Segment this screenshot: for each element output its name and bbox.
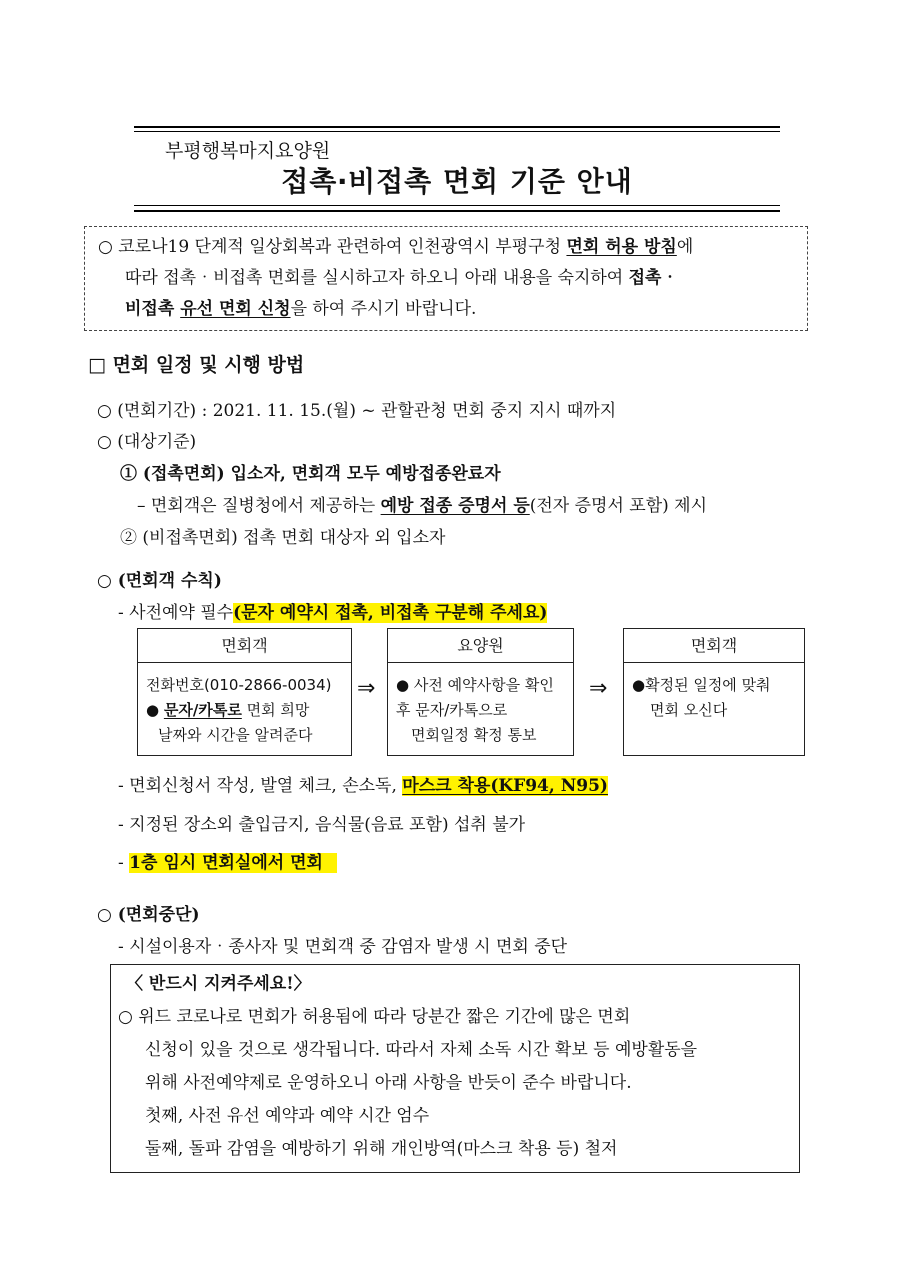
flow-box-facility-confirm	[387, 628, 574, 756]
notice-line2-emphasis: 접촉‧	[628, 268, 679, 288]
checkbox-square-icon: □	[88, 354, 106, 376]
flow-box-body	[624, 663, 804, 723]
rule-restricted-area: - 지정된 장소외 출입금지, 음식물(음료 포함) 섭취 불가	[118, 815, 526, 835]
flow-box-header: 면회객	[138, 629, 351, 663]
notice-policy-emphasis: 면회 허용 방침	[566, 237, 677, 257]
notice-line3	[98, 294, 806, 325]
must-follow-line: ○ 위드 코로나로 면회가 허용됨에 따라 당분간 짧은 기간에 많은 면회	[118, 1007, 631, 1027]
notice-line1-end: 에	[676, 237, 694, 257]
arrow-right-icon: ⇒	[357, 676, 376, 701]
rule-reservation	[118, 598, 547, 623]
flow-phone-number: 전화번호(010-2866-0034)	[146, 676, 332, 694]
organization-name: 부평행복마지요양원	[165, 140, 331, 162]
rules-title: ○ (면회객 수칙)	[97, 571, 222, 591]
flow-box-body	[388, 663, 573, 748]
page-title: 접촉‧비접촉 면회 기준 안내	[281, 165, 633, 198]
stop-line: - 시설이용자‧종사자 및 면회객 중 감염자 발생 시 면회 중단	[118, 937, 568, 957]
header-rule-bottom	[134, 210, 780, 212]
schedule-criteria: ○ (대상기준)	[97, 432, 197, 452]
bullet-icon: ●	[146, 701, 160, 719]
flow-box-header: 면회객	[624, 629, 804, 663]
header-rule-top	[134, 126, 780, 128]
must-follow-line: 첫째, 사전 유선 예약과 예약 시간 엄수	[145, 1106, 430, 1126]
flow-line: ●확정된 일정에 맞춰	[632, 676, 771, 694]
flow-box-visitor-request	[137, 628, 352, 756]
notice-line3-end: 을 하여 주시기 바랍니다.	[290, 299, 477, 319]
flow-box-visitor-visit	[623, 628, 805, 756]
rule-mask-highlight: 마스크 착용(KF94, N95)	[402, 776, 608, 796]
must-follow-line: 둘째, 돌파 감염을 예방하기 위해 개인방역(마스크 착용 등) 철저	[145, 1139, 618, 1159]
notice-phone-request: 유선 면회 신청	[180, 299, 291, 319]
must-follow-title: 〈 반드시 지켜주세요!〉	[126, 974, 311, 994]
flow-line: 후 문자/카톡으로	[396, 701, 508, 719]
notice-line1: 코로나19 단계적 일상회복과 관련하여 인천광역시 부평구청	[118, 237, 567, 257]
section-title: 면회 일정 및 시행 방법	[112, 354, 305, 376]
flow-text-kakao-emphasis: 문자/카톡로	[163, 701, 242, 719]
must-follow-text	[118, 968, 798, 1166]
rule-checkin-text: - 면회신청서 작성, 발열 체크, 손소독,	[118, 776, 403, 796]
rule-location-highlight: 1층 임시 면회실에서 면회	[129, 853, 337, 873]
schedule-period: ○ (면회기간) : 2021. 11. 15.(월) ~ 관할관청 면회 중지 지시 때까지	[97, 401, 617, 421]
arrow-right-icon: ⇒	[589, 676, 608, 701]
header-rule-top-thin	[134, 131, 780, 132]
stop-title: ○ (면회중단)	[97, 905, 200, 925]
flow-line: 면회일정 확정 통보	[411, 726, 537, 744]
notice-line2	[98, 263, 806, 294]
notice-line3-emphasis: 비접촉	[125, 299, 181, 319]
must-follow-line: 신청이 있을 것으로 생각됩니다. 따라서 자체 소독 시간 확보 등 예방활동을	[145, 1040, 698, 1060]
section-heading	[88, 350, 304, 377]
must-follow-line: 위해 사전예약제로 운영하오니 아래 사항을 반듯이 준수 바랍니다.	[145, 1073, 632, 1093]
rule-reservation-highlight: (문자 예약시 접촉, 비접촉 구분해 주세요)	[233, 603, 548, 623]
flow-line: 면회 오신다	[650, 701, 728, 719]
criteria-noncontact: ② (비접촉면회) 접촉 면회 대상자 외 입소자	[120, 528, 446, 548]
notice-bullet: ○	[98, 237, 113, 257]
notice-line2-text: 따라 접촉‧비접촉 면회를 실시하고자 하오니 아래 내용을 숙지하여	[125, 268, 629, 288]
vaccine-certificate-emphasis: 예방 접종 증명서 등	[380, 496, 530, 516]
rule-location-dash: -	[118, 853, 130, 873]
criteria-contact-sub-text: – 면회객은 질병청에서 제공하는	[137, 496, 381, 516]
header-rule-bottom-thin	[134, 205, 780, 206]
flow-line: 날짜와 시간을 알려준다	[158, 726, 313, 744]
flow-line	[146, 698, 343, 723]
criteria-contact-sub	[137, 491, 707, 516]
flow-line: ● 사전 예약사항을 확인	[396, 676, 554, 694]
flow-box-header: 요양원	[388, 629, 573, 663]
flow-box-body	[138, 663, 351, 748]
rule-checkin	[118, 771, 608, 796]
rule-location	[118, 848, 337, 873]
notice-text	[98, 232, 806, 325]
rule-reservation-text: - 사전예약 필수	[118, 603, 234, 623]
flow-line-text: 면회 희망	[241, 701, 310, 719]
criteria-contact: ① (접촉면회) 입소자, 면회객 모두 예방접종완료자	[120, 464, 501, 484]
criteria-contact-sub-end: (전자 증명서 포함) 제시	[529, 496, 708, 516]
